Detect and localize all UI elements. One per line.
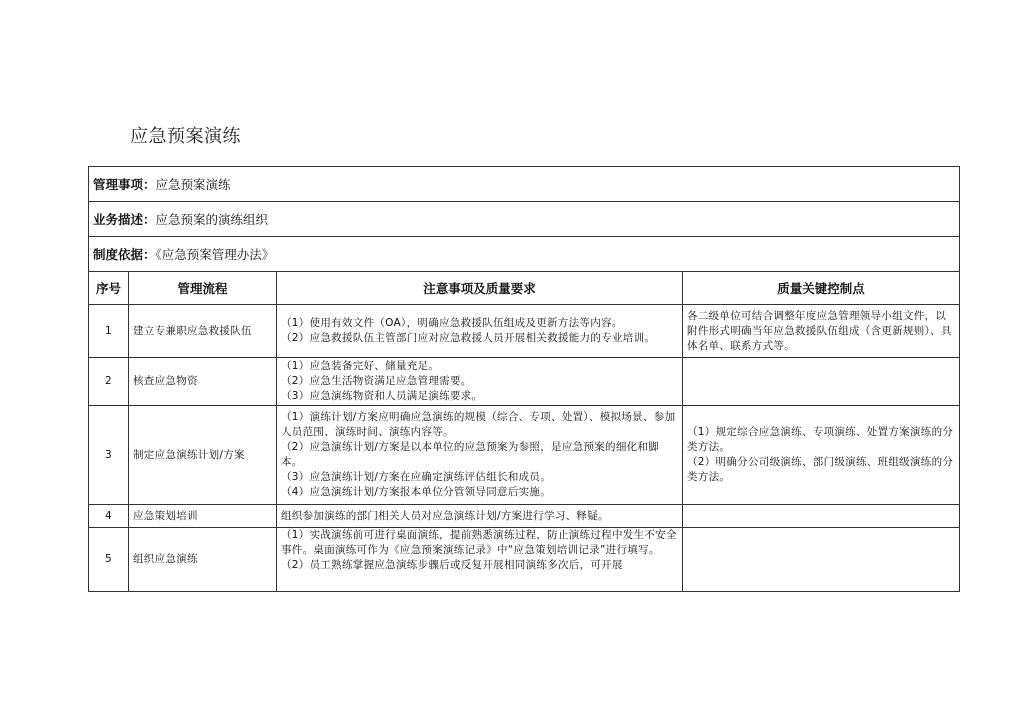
row-notes [277,406,683,505]
col-header-process: 管理流程 [129,272,277,305]
table-row [89,305,960,358]
row-index: 4 [89,505,129,528]
item-label: 管理事项： [93,177,156,192]
note-line: （3）应急演练计划/方案在应确定演练评估组长和成员。 [281,471,552,483]
table-row [89,528,960,592]
row-step: 建立专兼职应急救援队伍 [129,305,277,358]
note-line: 组织参加演练的部门相关人员对应急演练计划/方案进行学习、释疑。 [281,509,609,522]
note-line: （1）实战演练前可进行桌面演练，提前熟悉演练过程，防止演练过程中发生不安全事件。桌面演练可作为《应急预案演练记录》中“应急策划培训记录”进行填写。 [281,529,677,556]
management-table [88,166,960,592]
note-line: （2）应急救援队伍主管部门应对应急救援人员开展相关救援能力的专业培训。 [281,332,656,344]
note-line: （1）演练计划/方案应明确应急演练的规模（综合、专项、处置）、模拟场景、参加人员范围、演练时间、演练内容等。 [281,411,676,438]
item-value: 应急预案演练 [155,177,231,192]
row-notes [277,305,683,358]
row-step: 应急策划培训 [129,505,277,528]
row-index: 1 [89,305,129,358]
row-step: 核查应急物资 [129,358,277,406]
table-row [89,358,960,406]
note-line: （2）员工熟练掌握应急演练步骤后或反复开展相同演练多次后，可开展 [281,559,623,571]
notes-clip [281,528,678,591]
note-line: （3）应急演练物资和人员满足演练要求。 [281,390,483,402]
basis-label: 制度依据： [93,247,156,262]
row-controls [683,505,960,528]
meta-row-basis [89,237,960,272]
row-controls [683,358,960,406]
control-line: 各二级单位可结合调整年度应急管理领导小组文件，以附件形式明确当年应急救援队伍组成（含更新规则）、具体名单、联系方式等。 [687,309,952,352]
note-line: （2）应急演练计划/方案是以本单位的应急预案为参照，是应急预案的细化和脚本。 [281,441,660,468]
row-controls [683,528,960,592]
control-line: （2）明确分公司级演练、部门级演练、班组级演练的分类方法。 [687,456,954,483]
row-notes [277,528,683,592]
row-controls [683,305,960,358]
basis-value: 《应急预案管理办法》 [155,247,275,262]
page-title: 应急预案演练 [130,126,241,147]
col-header-notes: 注意事项及质量要求 [277,272,683,305]
row-step: 制定应急演练计划/方案 [129,406,277,505]
note-line: （4）应急演练计划/方案报本单位分管领导同意后实施。 [281,486,552,498]
row-notes [277,358,683,406]
row-controls [683,406,960,505]
row-notes [277,505,683,528]
note-line: （2）应急生活物资满足应急管理需要。 [281,375,472,387]
meta-row-desc [89,202,960,237]
desc-value: 应急预案的演练组织 [155,212,269,227]
col-header-index: 序号 [89,272,129,305]
table-row [89,406,960,505]
table-row [89,505,960,528]
control-line: （1）规定综合应急演练、专项演练、处置方案演练的分类方法。 [687,426,954,453]
meta-row-item [89,167,960,202]
table-header-row [89,272,960,305]
note-line: （1）应急装备完好、储量充足。 [281,360,440,372]
desc-label: 业务描述： [93,212,156,227]
col-header-controls: 质量关键控制点 [683,272,960,305]
row-index: 3 [89,406,129,505]
row-index: 5 [89,528,129,592]
row-index: 2 [89,358,129,406]
row-step: 组织应急演练 [129,528,277,592]
note-line: （1）使用有效文件（OA），明确应急救援队伍组成及更新方法等内容。 [281,317,623,329]
